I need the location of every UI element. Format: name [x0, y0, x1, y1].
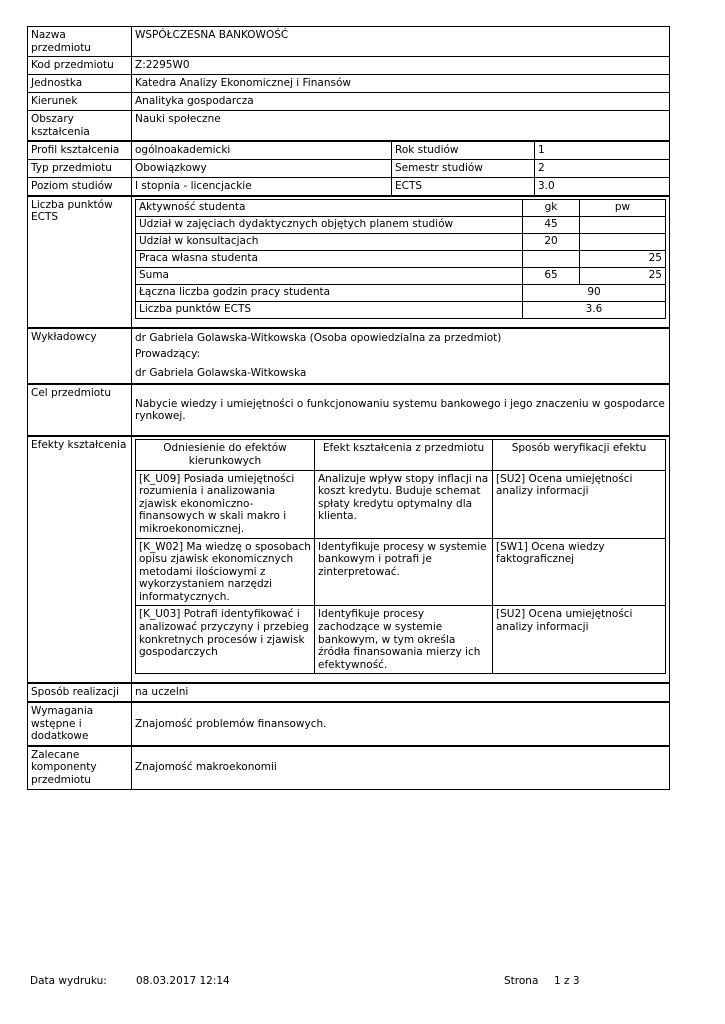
value-ects: 3.0	[535, 178, 670, 195]
label-profil: Profil kształcenia	[28, 141, 132, 159]
effects-header-verification: Sposób weryfikacji efektu	[493, 440, 666, 470]
value-semestr: 2	[535, 160, 670, 177]
value-cel: Nabycie wiedzy i umiejętności o funkcjonowaniu systemu bankowego i jego znaczeniu w gospodarce rynkowej.	[132, 384, 670, 436]
label-kierunek: Kierunek	[28, 93, 132, 111]
value-profil: ogólnoakademicki	[135, 144, 231, 157]
value-rok: 1	[535, 142, 670, 159]
effects-header-outcome: Efekt kształcenia z przedmiotu	[315, 440, 493, 470]
ects-total-hours-label: Łączna liczba godzin pracy studenta	[136, 284, 523, 301]
print-date-label: Data wydruku:	[30, 975, 107, 987]
ects-total-points-label: Liczba punktów ECTS	[136, 301, 523, 318]
value-jednostka: Katedra Analizy Ekonomicznej i Finansów	[132, 75, 670, 93]
value-poziom: I stopnia - licencjackie	[135, 179, 252, 192]
value-kod: Z:2295W0	[132, 57, 670, 75]
label-typ: Typ przedmiotu	[28, 159, 132, 177]
value-obszary: Nauki społeczne	[132, 111, 670, 142]
value-sposob: na uczelni	[132, 683, 670, 702]
label-efekty: Efekty kształcenia	[28, 436, 132, 683]
label-cel: Cel przedmiotu	[28, 384, 132, 436]
label-sposob: Sposób realizacji	[28, 683, 132, 702]
ects-header-gk: gk	[523, 199, 580, 216]
page-number: 1 z 3	[554, 975, 580, 987]
effects-row: [K_U09] Posiada umiejętności rozumienia i analizowania zjawisk ekonomiczno-finansowych w skali makro i mikroekonomicznej. Analizuje wpływ stopy inflacji na koszt kredytu. Buduje schemat spłaty kredytu optymalny dla klienta. [SU2] Ocena umiejętności analizy informacji	[136, 470, 666, 538]
value-wymagania: Znajomość problemów finansowych.	[132, 702, 670, 746]
value-zalecane: Znajomość makroekonomii	[132, 746, 670, 789]
value-nazwa: WSPÓŁCZESNA BANKOWOŚĆ	[132, 27, 670, 57]
ects-header-activity: Aktywność studenta	[136, 199, 523, 216]
label-wymagania: Wymagania wstępne i dodatkowe	[28, 702, 132, 746]
label-obszary: Obszary kształcenia	[28, 111, 132, 142]
effects-row: [K_U03] Potrafi identyfikować i analizować przyczyny i przebieg konkretnych procesów i zjawisk gospodarczych Identyfikuje procesy zachodzące w systemie bankowym, w tym określa źródła finansowania mierzy ich efektywność. [SU2] Ocena umiejętności analizy informacji	[136, 606, 666, 674]
ects-total-hours-value: 90	[523, 284, 666, 301]
label-rok: Rok studiów	[392, 142, 535, 159]
print-date-value: 08.03.2017 12:14	[136, 975, 230, 987]
effects-row: [K_W02] Ma wiedzę o sposobach opisu zjawisk ekonomicznych metodami ilościowymi z wykorzystaniem narzędzi informatycznych. Identyfikuje procesy w systemie bankowym i potrafi je zinterpretować. [SW1] Ocena wiedzy faktograficznej	[136, 538, 666, 606]
course-card	[27, 26, 670, 790]
label-ects-points: Liczba punktów ECTS	[28, 196, 132, 328]
label-kod: Kod przedmiotu	[28, 57, 132, 75]
ects-row: Praca własna studenta 25	[136, 250, 666, 267]
lecturer-responsible: dr Gabriela Golawska-Witkowska (Osoba opowiedzialna za przedmiot)	[135, 331, 502, 344]
ects-row: Suma 65 25	[136, 267, 666, 284]
lecturer-name: dr Gabriela Golawska-Witkowska	[135, 366, 307, 379]
ects-row: Udział w zajęciach dydaktycznych objętych planem studiów 45	[136, 216, 666, 233]
ects-total-points-value: 3.6	[523, 301, 666, 318]
value-kierunek: Analityka gospodarcza	[132, 93, 670, 111]
label-zalecane: Zalecane komponenty przedmiotu	[28, 746, 132, 789]
ects-row: Udział w konsultacjach 20	[136, 233, 666, 250]
label-semestr: Semestr studiów	[392, 160, 535, 177]
course-table	[27, 26, 670, 790]
label-poziom: Poziom studiów	[28, 177, 132, 195]
label-nazwa: Nazwa przedmiotu	[28, 27, 132, 57]
page-label: Strona	[504, 975, 539, 987]
effects-table	[135, 439, 666, 674]
label-wykladowcy: Wykładowcy	[28, 328, 132, 385]
lecturer-heading: Prowadzący:	[135, 348, 201, 361]
label-jednostka: Jednostka	[28, 75, 132, 93]
value-typ: Obowiązkowy	[135, 161, 207, 174]
effects-header-reference: Odniesienie do efektów kierunkowych	[136, 440, 315, 470]
ects-header-pw: pw	[580, 199, 666, 216]
label-ects: ECTS	[392, 178, 535, 195]
ects-table	[135, 199, 666, 319]
